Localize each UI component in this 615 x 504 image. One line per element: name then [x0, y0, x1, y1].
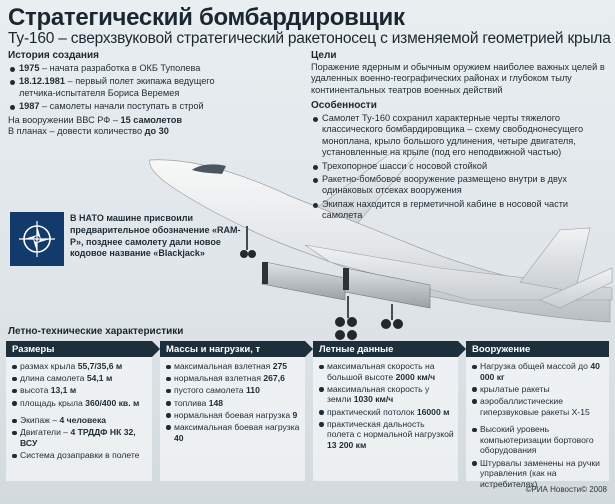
dimensions-header: Размеры	[6, 341, 152, 357]
spec-item: Система дозаправки в полете	[10, 450, 148, 461]
armament-column	[466, 341, 609, 489]
service-line: На вооружении ВВС РФ – 15 самолетов	[8, 114, 183, 125]
history-item: 18.12.1981 – первый полет экипажа ведущего летчика-испытателя Бориса Веремея	[8, 76, 238, 99]
dimensions-column	[6, 341, 152, 481]
nato-designation-text: В НАТО машине присвоили предварительное обозначение «RAM-P», позднее самолету дали новое кодовое название «Blackjack»	[70, 213, 241, 259]
spec-item: нормальная боевая нагрузка 9	[164, 410, 301, 421]
spec-item: высота 13,1 м	[10, 385, 148, 396]
feature-item: Ракетно-бомбовое вооружение размещено внутри в двух одинаковых отсеках вооружения	[311, 174, 601, 197]
spec-item: Нагрузка общей массой до 40 000 кг	[470, 361, 605, 382]
spec-item: аэробаллистические гиперзвуковые ракеты Х-15	[470, 396, 605, 417]
history-heading: История создания	[8, 50, 99, 61]
goals-heading: Цели	[311, 50, 337, 61]
spec-item: практический потолок 16000 м	[317, 407, 454, 418]
feature-item: Самолет Ту-160 сохранил характерные черты тяжелого классического бомбардировщика – схему свободнонесущего моноплана, крыло большого удлинения, четыре двигателя, установленные на крыле (под его неподвижной частью)	[311, 113, 601, 159]
spec-item: Экипаж – 4 человека	[10, 415, 148, 426]
history-item: 1987 – самолеты начали поступать в строй	[8, 101, 238, 112]
spec-item: топлива 148	[164, 398, 301, 409]
spec-item: длина самолета 54,1 м	[10, 373, 148, 384]
flight-data-column	[313, 341, 458, 481]
spec-item: площадь крыла 360/400 кв. м	[10, 398, 148, 409]
feature-item: Экипаж находится в герметичной кабине в носовой части самолета	[311, 199, 601, 222]
plans-line: В планах – довести количество до 30	[8, 126, 169, 137]
page-subtitle: Ту-160 – сверхзвуковой стратегический ракетоносец с изменяемой геометрией крыла	[8, 30, 611, 47]
spec-item: Высокий уровень компьютеризации бортового оборудования	[470, 424, 605, 456]
spec-item: максимальная скорость у земли 1030 км/ч	[317, 384, 454, 405]
spec-item: размах крыла 55,7/35,6 м	[10, 361, 148, 372]
features-heading: Особенности	[311, 100, 377, 111]
masses-column	[160, 341, 305, 481]
spec-item: максимальная скорость на большой высоте 2000 км/ч	[317, 361, 454, 382]
spec-item: максимальная боевая нагрузка 40	[164, 422, 301, 443]
armament-header: Вооружение	[466, 341, 609, 357]
spec-item: крылатые ракеты	[470, 384, 605, 395]
performance-heading: Летно-технические характеристики	[8, 326, 184, 337]
spec-item: практическая дальность полета с нормальной нагрузкой 13 200 км	[317, 419, 454, 451]
nato-emblem-icon	[10, 212, 64, 266]
masses-header: Массы и нагрузки, т	[160, 341, 305, 357]
spec-item: Штурвалы заменены на ручки управления (как на истребителях)	[470, 458, 605, 490]
spec-item: Двигатели – 4 ТРДДФ НК 32, ВСУ	[10, 427, 148, 448]
goals-text: Поражение ядерным и обычным оружием наиболее важных целей в удаленных военно-географических районах и глубоком тылу континентальных театров военных действий	[311, 62, 605, 95]
copyright: ©РИА Новости© 2008	[525, 485, 607, 494]
history-item: 1975 – начата разработка в ОКБ Туполева	[8, 63, 238, 74]
history-section	[8, 63, 238, 137]
features-section	[311, 113, 601, 224]
spec-item: максимальная взлетная 275	[164, 361, 301, 372]
spec-item: пустого самолета 110	[164, 385, 301, 396]
page-title: Стратегический бомбардировщик	[8, 4, 405, 31]
flight-data-header: Летные данные	[313, 341, 458, 357]
spec-item: нормальная взлетная 267,6	[164, 373, 301, 384]
feature-item: Трехопорное шасси с носовой стойкой	[311, 161, 601, 172]
